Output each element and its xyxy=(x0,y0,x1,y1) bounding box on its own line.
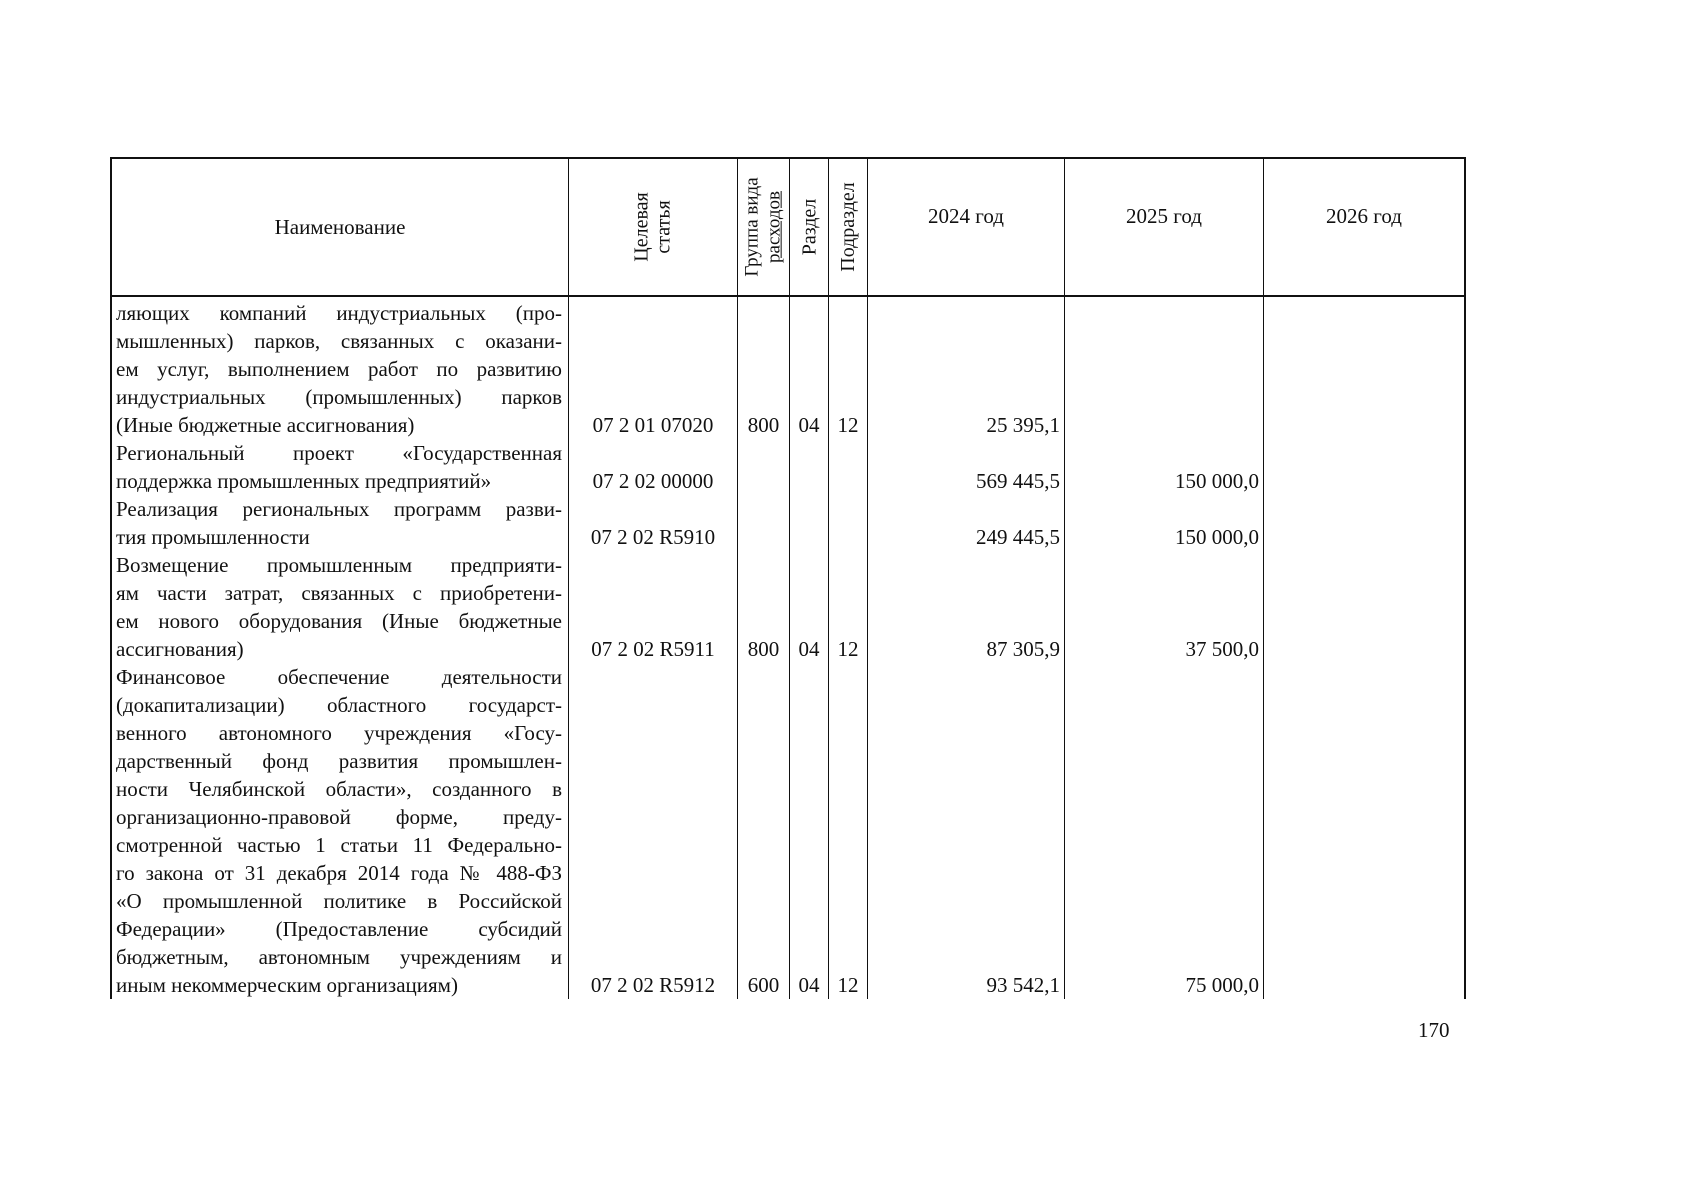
row-2-2024: 569 445,5 xyxy=(976,469,1060,493)
header-target-line2: статья xyxy=(653,200,675,254)
col-border-5 xyxy=(867,157,868,999)
row-5-section: 04 xyxy=(798,973,820,997)
col-border-6 xyxy=(1064,157,1065,999)
row-4-name-line: ассигнования) xyxy=(116,637,244,661)
header-group-line1: Группа вида xyxy=(741,177,763,277)
row-3-code: 07 2 02 R5910 xyxy=(590,525,716,549)
row-1-section: 04 xyxy=(798,413,820,437)
col-border-right xyxy=(1464,157,1466,999)
row-1-code: 07 2 01 07020 xyxy=(592,413,714,437)
row-2-name-line: Региональный проект «Государственная xyxy=(116,441,562,465)
row-3-2025: 150 000,0 xyxy=(1175,525,1259,549)
row-4-2024: 87 305,9 xyxy=(986,637,1060,661)
row-4-name-line: Возмещение промышленным предприяти- xyxy=(116,553,562,577)
row-1-group: 800 xyxy=(747,413,780,437)
row-5-name-line: Финансовое обеспечение деятельности xyxy=(116,665,562,689)
row-3-name-line: тия промышленности xyxy=(116,525,310,549)
header-group xyxy=(738,159,789,295)
row-5-name xyxy=(116,663,562,999)
row-4-name xyxy=(116,551,562,663)
row-5-name-line: Федерации» (Предоставление субсидий xyxy=(116,917,562,941)
row-3-2024: 249 445,5 xyxy=(976,525,1060,549)
row-5-name-line: ности Челябинской области», созданного в xyxy=(116,777,562,801)
row-5-subsection: 12 xyxy=(837,973,859,997)
row-4-name-line: ям части затрат, связанных с приобретени- xyxy=(116,581,562,605)
row-5-name-line: «О промышленной политике в Российской xyxy=(116,889,562,913)
row-5-name-line: иным некоммерческим организациям) xyxy=(116,973,458,997)
header-2025: 2025 год xyxy=(1126,203,1202,228)
header-subsection-label: Подраздел xyxy=(837,182,859,272)
row-5-name-line: венного автономного учреждения «Госу- xyxy=(116,721,562,745)
row-5-name-line: дарственный фонд развития промышлен- xyxy=(116,749,562,773)
row-2-code: 07 2 02 00000 xyxy=(592,469,714,493)
header-section xyxy=(790,159,828,295)
header-target-line1: Целевая xyxy=(631,192,653,262)
col-border-7 xyxy=(1263,157,1264,999)
row-1-name-line: мышленных) парков, связанных с оказани- xyxy=(116,329,562,353)
row-1-2024: 25 395,1 xyxy=(986,413,1060,437)
row-2-name-line: поддержка промышленных предприятий» xyxy=(116,469,492,493)
budget-table xyxy=(110,157,1466,999)
row-5-group: 600 xyxy=(747,973,780,997)
row-4-group: 800 xyxy=(747,637,780,661)
header-subsection xyxy=(829,159,867,295)
row-5-2024: 93 542,1 xyxy=(986,973,1060,997)
header-name: Наименование xyxy=(274,214,406,239)
row-1-name-line: индустриальных (промышленных) парков xyxy=(116,385,562,409)
row-1-name-line: ем услуг, выполнением работ по развитию xyxy=(116,357,562,381)
row-1-subsection: 12 xyxy=(837,413,859,437)
row-5-name-line: го закона от 31 декабря 2014 года № 488-ФЗ xyxy=(116,861,562,885)
row-4-2025: 37 500,0 xyxy=(1185,637,1259,661)
header-target xyxy=(569,159,737,295)
header-2026: 2026 год xyxy=(1326,203,1402,228)
header-group-line2: расходов xyxy=(763,191,785,263)
row-1-name xyxy=(116,299,562,439)
page-number: 170 xyxy=(1418,1018,1450,1042)
row-1-name-line: ляющих компаний индустриальных (про- xyxy=(116,301,562,325)
row-5-name-line: смотренной частью 1 статьи 11 Федерально- xyxy=(116,833,562,857)
row-5-code: 07 2 02 R5912 xyxy=(590,973,716,997)
row-5-name-line: (докапитализации) областного государст- xyxy=(116,693,562,717)
row-4-subsection: 12 xyxy=(837,637,859,661)
row-4-section: 04 xyxy=(798,637,820,661)
row-5-name-line: организационно-правовой форме, преду- xyxy=(116,805,562,829)
row-1-name-line: (Иные бюджетные ассигнования) xyxy=(116,413,415,437)
row-4-name-line: ем нового оборудования (Иные бюджетные xyxy=(116,609,562,633)
row-3-name xyxy=(116,495,562,551)
row-5-name-line: бюджетным, автономным учреждениям и xyxy=(116,945,562,969)
row-4-code: 07 2 02 R5911 xyxy=(591,637,715,661)
row-2-2025: 150 000,0 xyxy=(1175,469,1259,493)
header-2024: 2024 год xyxy=(928,203,1004,228)
row-2-name xyxy=(116,439,562,495)
row-5-2025: 75 000,0 xyxy=(1185,973,1259,997)
row-3-name-line: Реализация региональных программ разви- xyxy=(116,497,562,521)
header-section-label: Раздел xyxy=(798,198,821,256)
